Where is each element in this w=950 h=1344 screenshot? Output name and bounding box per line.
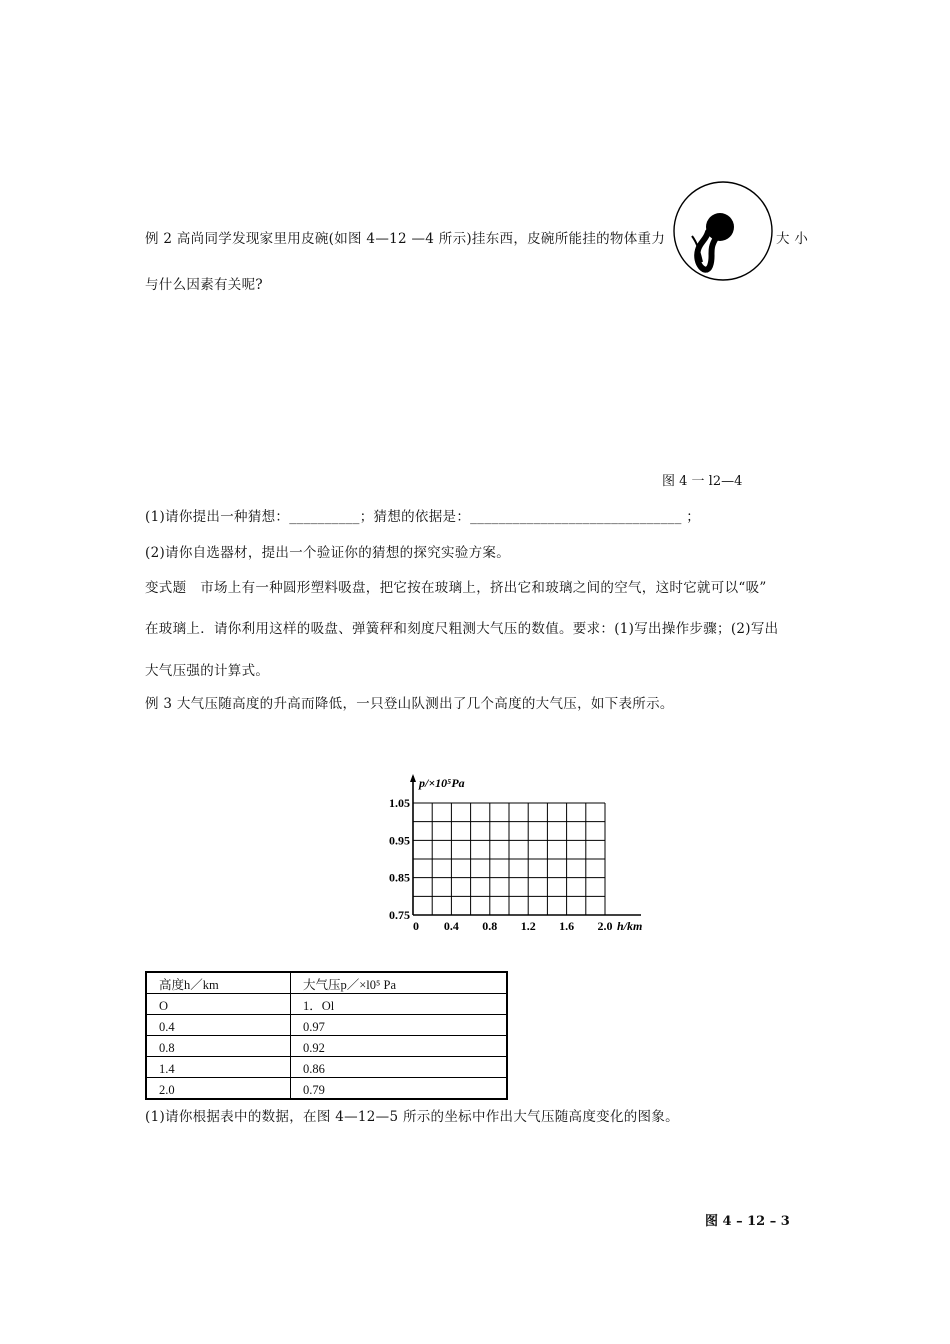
table-cell-height: 2.0 bbox=[146, 1078, 291, 1100]
chart-labels bbox=[389, 776, 642, 933]
table-row bbox=[146, 994, 507, 1015]
y-axis-label: p/×10⁵Pa bbox=[419, 776, 465, 790]
pressure-height-chart bbox=[380, 770, 660, 940]
x-tick-label: 1.2 bbox=[520, 919, 536, 933]
table-header-pressure: 大气压p／×l0⁵ Pa bbox=[291, 972, 508, 994]
table-cell-pressure: 0.86 bbox=[291, 1057, 508, 1078]
table-row bbox=[146, 1036, 507, 1057]
example3-question1: (1)请你根据表中的数据，在图 4—12—5 所示的坐标中作出大气压随高度变化的图象。 bbox=[145, 1109, 679, 1125]
y-tick-label: 0.85 bbox=[389, 870, 410, 885]
example2-line1-text: 例 2 高尚同学发现家里用皮碗(如图 4—12 —4 所示)挂东西，皮碗所能挂的物体重力 bbox=[145, 231, 666, 247]
example2-line1 bbox=[145, 227, 665, 247]
example2-line1-end-text: 大 小 bbox=[776, 231, 809, 247]
x-tick-label: 0.8 bbox=[482, 919, 498, 933]
figure-caption-4-12-4: 图 4 一 l2—4 bbox=[662, 474, 743, 489]
x-tick-label: 0 bbox=[413, 919, 419, 933]
table-header-height: 高度h／km bbox=[146, 972, 291, 994]
y-tick-label: 1.05 bbox=[389, 796, 410, 810]
table-cell-pressure: 0.79 bbox=[291, 1078, 508, 1100]
x-tick-label: 1.6 bbox=[559, 919, 575, 933]
table-cell-height: 1.4 bbox=[146, 1057, 291, 1078]
table-cell-pressure: 1．Ol bbox=[291, 994, 508, 1015]
example2-line2: 与什么因素有关呢? bbox=[145, 277, 263, 293]
suction-cup-figure bbox=[672, 180, 774, 282]
y-tick-label: 0.95 bbox=[389, 833, 410, 848]
figure-caption-4-12-3: 图 4 – 12 – 3 bbox=[705, 1214, 790, 1229]
table-row bbox=[146, 1015, 507, 1036]
table-cell-pressure: 0.97 bbox=[291, 1015, 508, 1036]
table-row bbox=[146, 1078, 507, 1100]
x-axis-label: h/km bbox=[617, 919, 643, 933]
y-tick-label: 0.75 bbox=[389, 908, 410, 922]
y-axis-arrow bbox=[410, 774, 416, 782]
chart-grid bbox=[413, 803, 605, 915]
example3-intro: 例 3 大气压随高度的升高而降低，一只登山队测出了几个高度的大气压，如下表所示。 bbox=[145, 696, 674, 712]
example2-line1-end bbox=[776, 227, 808, 247]
x-tick-label: 2.0 bbox=[597, 919, 613, 933]
table-cell-height: 0.4 bbox=[146, 1015, 291, 1036]
table-cell-height: O bbox=[146, 994, 291, 1015]
example2-question1: (1)请你提出一种猜想：__________；猜想的依据是：______________________________ ； bbox=[145, 509, 701, 525]
chart-axes bbox=[410, 774, 641, 915]
variant-line3: 大气压强的计算式。 bbox=[145, 663, 270, 679]
table-cell-pressure: 0.92 bbox=[291, 1036, 508, 1057]
x-tick-label: 0.4 bbox=[443, 919, 459, 933]
variant-line1: 变式题 市场上有一种圆形塑料吸盘，把它按在玻璃上，挤出它和玻璃之间的空气，这时它就可以“吸” bbox=[145, 580, 767, 596]
data-table bbox=[145, 971, 508, 1100]
table-cell-height: 0.8 bbox=[146, 1036, 291, 1057]
table-header-row bbox=[146, 972, 507, 994]
table-row bbox=[146, 1057, 507, 1078]
example2-question2: (2)请你自选器材，提出一个验证你的猜想的探究实验方案。 bbox=[145, 545, 511, 561]
variant-line2: 在玻璃上．请你利用这样的吸盘、弹簧秤和刻度尺粗测大气压的数值。要求：(1)写出操作步骤；(2)写出 bbox=[145, 621, 779, 637]
